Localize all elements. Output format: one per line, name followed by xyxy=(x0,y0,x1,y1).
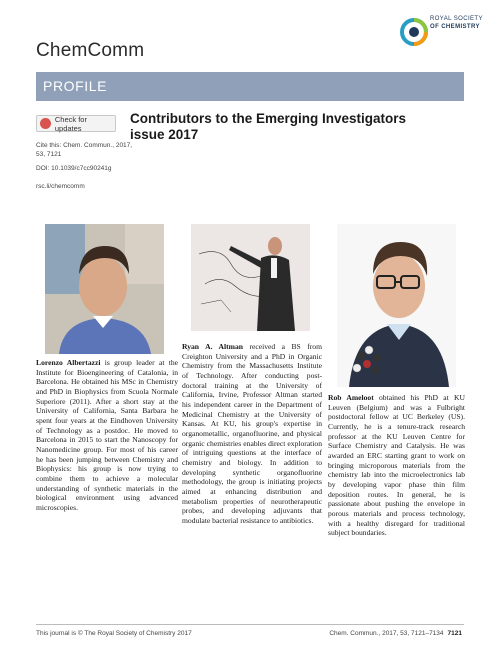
journal-link[interactable]: rsc.li/chemcomm xyxy=(36,183,85,190)
check-updates-label: Check for updates xyxy=(54,114,87,133)
publisher-line-1: ROYAL SOCIETY xyxy=(430,16,483,22)
footer-copyright: This journal is © The Royal Society of Chemistry 2017 xyxy=(36,630,192,637)
profile-name: Lorenzo Albertazzi xyxy=(36,358,101,367)
citation-volume: 53, 7121 xyxy=(36,150,62,158)
profile-name: Rob Ameloot xyxy=(328,393,374,402)
publisher-line-2: OF CHEMISTRY xyxy=(430,23,480,30)
footer-citation xyxy=(300,630,462,637)
profile-text-albertazzi xyxy=(36,358,178,513)
check-updates-button[interactable] xyxy=(36,115,116,132)
profile-bio: is group leader at the Institute for Bioengineering of Catalonia, in Barcelona. He obtained his MSc in Chemistry and PhD in Biophysics from Scuola Normale Superiore (2011). After a short stay at the University of California, Santa Barbara he spent four years at the Eindhoven University of Technology as a postdoc. He moved to Barcelona in 2015 to start the Nanoscopy for Nanomedicine group. For most of his career he has been jumping between Chemistry and Biophysics: his group is now trying to combine them to achieve a molecular understanding of synthetic materials in the biological environment using advanced microscopies. xyxy=(36,358,178,512)
publisher-name xyxy=(430,16,483,31)
journal-title: ChemComm xyxy=(36,40,145,61)
profile-text-ameloot xyxy=(328,393,465,538)
citation xyxy=(36,142,132,159)
page-number: 7121 xyxy=(447,630,462,637)
profile-name: Ryan A. Altman xyxy=(182,342,243,351)
article-title: Contributors to the Emerging Investigators issue 2017 xyxy=(130,111,407,142)
citation-label: Cite this: Chem. Commun., 2017, xyxy=(36,142,133,149)
profile-bio: received a BS from Creighton University and a PhD in Organic Chemistry from the Massachusetts Institute of Technology. After conducting post-doctoral training at the University of California, Irvine, Professor Altman started his independent career in the Department of Medicinal Chemistry at the University of Kansas. At KU, his group's expertise in organometallic, organofluorine, and physical organic chemistries enables direct exploration of intriguing questions at the interface of chemistry and biology. In addition to developing synthetic organofluorine methodology, the group is initiating projects aimed at enhancing distribution and metabolism properties of neurotherapeutic probes, and developing adjuvants that modulate bacterial resistance to antibiotics. xyxy=(182,342,322,525)
photo-lorenzo-albertazzi xyxy=(45,224,164,354)
footer-divider xyxy=(36,624,464,625)
doi[interactable]: DOI: 10.1039/c7cc90241g xyxy=(36,165,112,172)
footer-journal-ref: Chem. Commun., 2017, 53, 7121–7134 xyxy=(329,630,444,637)
profile-text-altman xyxy=(182,342,322,525)
photo-ryan-altman xyxy=(191,224,310,331)
section-label: PROFILE xyxy=(43,78,108,94)
profile-bio: obtained his PhD at KU Leuven (Belgium) and was a Fulbright postdoctoral fellow at UC Berkeley (US). Currently, he is a tenure-track research professor at the KU Leuven Centre for Surface Chemistry and Catalysis. He was awarded an ERC starting grant to work on bringing microporous materials from the chemistry lab into the microelectronics lab by developing vapor phase thin film deposition routes. In general, he is passionate about pushing the envelope in porous materials and process technology, with a healthy disregard for traditional subject boundaries. xyxy=(328,393,465,538)
check-updates-icon xyxy=(40,118,51,129)
photo-rob-ameloot xyxy=(337,224,456,387)
